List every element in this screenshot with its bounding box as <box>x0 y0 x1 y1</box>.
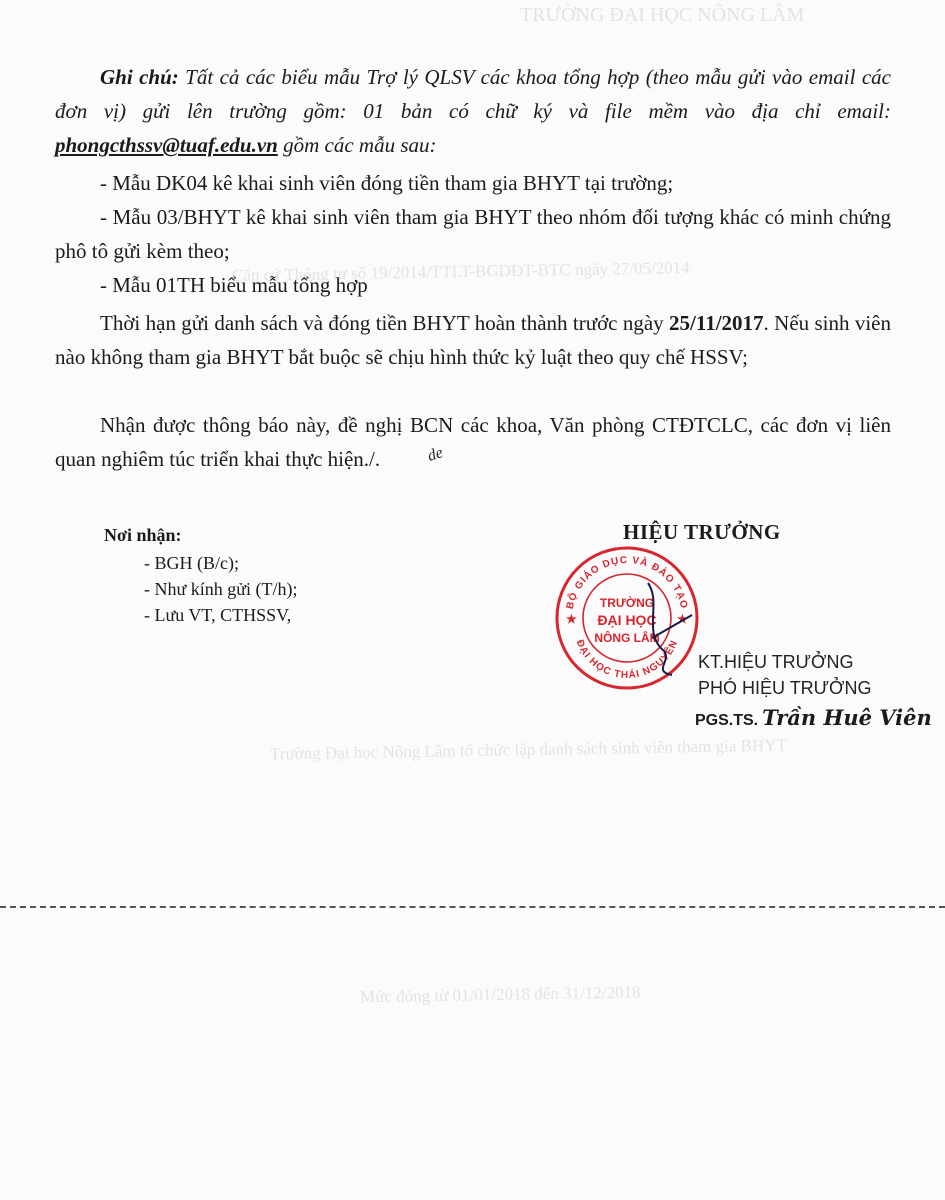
deadline-date: 25/11/2017 <box>669 311 764 335</box>
seal-star: ★ <box>677 612 688 626</box>
seal-line-1: TRƯỜNG <box>599 596 655 610</box>
list-item: - Mẫu DK04 kê khai sinh viên đóng tiền tham gia BHYT tại trường; <box>100 171 674 195</box>
vice-principal-title: PHÓ HIỆU TRƯỞNG <box>698 678 872 698</box>
seal-star: ★ <box>566 612 577 626</box>
seal-line-2: ĐẠI HỌC <box>597 612 657 628</box>
seal-outer-text: ĐẠI HỌC THÁI NGUYÊN <box>573 638 681 682</box>
bleed-through-text <box>520 4 804 27</box>
official-seal <box>552 543 702 693</box>
deadline-paragraph <box>55 306 891 374</box>
list-item: - Mẫu 03/BHYT kê khai sinh viên tham gia BHYT theo nhóm đối tượng khác có minh chứng phô tô gửi kèm theo; <box>55 205 891 263</box>
note-text-2: gồm các mẫu sau: <box>277 133 437 157</box>
seal-outer-text: BỘ GIÁO DỤC VÀ ĐÀO TẠO <box>564 554 690 611</box>
closing-text: Nhận được thông báo này, đề nghị BCN các khoa, Văn phòng CTĐTCLC, các đơn vị liên quan nghiêm túc triển khai thực hiện./. <box>55 413 891 471</box>
recipients-block <box>104 522 298 628</box>
signer-name: Trần Huê Viên <box>762 705 932 730</box>
email-link[interactable]: phongcthssv@tuaf.edu.vn <box>55 133 278 157</box>
list-item: - Mẫu 01TH biểu mẫu tổng hợp <box>100 273 368 297</box>
note-paragraph <box>55 60 891 162</box>
bleed-through-text <box>360 983 641 1008</box>
recipients-title: Nơi nhận: <box>104 525 182 545</box>
seal-line-3: NÔNG LÂM <box>594 631 660 645</box>
closing-paragraph <box>55 408 891 479</box>
recipient-item: - Lưu VT, CTHSSV, <box>144 605 292 625</box>
ghost-line: Mức đóng từ 01/01/2018 đến 31/12/2018 <box>359 982 641 1007</box>
deadline-text-1: Thời hạn gửi danh sách và đóng tiền BHYT hoàn thành trước ngày <box>100 311 670 335</box>
initial-mark: de <box>425 444 446 465</box>
principal-title: HIỆU TRƯỞNG <box>623 520 781 544</box>
bleed-through-text <box>270 735 787 764</box>
ghost-line: TRƯỜNG ĐẠI HỌC NÔNG LÂM <box>520 4 805 26</box>
note-label: Ghi chú: <box>100 65 179 89</box>
signer-title: PGS.TS. <box>695 712 759 729</box>
recipient-item: - Như kính gửi (T/h); <box>144 579 298 599</box>
deadline-text-2: . Nếu sinh viên nào không tham gia BHYT bắt buộc sẽ chịu hình thức kỷ luật theo quy chế HSSV; <box>55 311 891 369</box>
page-divider <box>0 906 945 908</box>
ghost-line: Trường Đại học Nông Lâm tổ chức lập danh sách sinh viên tham gia BHYT <box>269 735 787 764</box>
signer-block <box>695 705 932 730</box>
note-text-1: Tất cả các biểu mẫu Trợ lý QLSV các khoa tổng hợp (theo mẫu gửi vào email các đơn vị) gửi lên trường gồm: 01 bản có chữ ký và file mềm vào địa chỉ email: <box>55 65 891 123</box>
recipient-item: - BGH (B/c); <box>144 553 239 573</box>
ghost-line: Căn cứ Thông tư số 19/2014/TTLT-BGDĐT-BTC ngày 27/05/2014 <box>231 258 690 285</box>
acting-title: KT.HIỆU TRƯỞNG <box>698 652 854 672</box>
